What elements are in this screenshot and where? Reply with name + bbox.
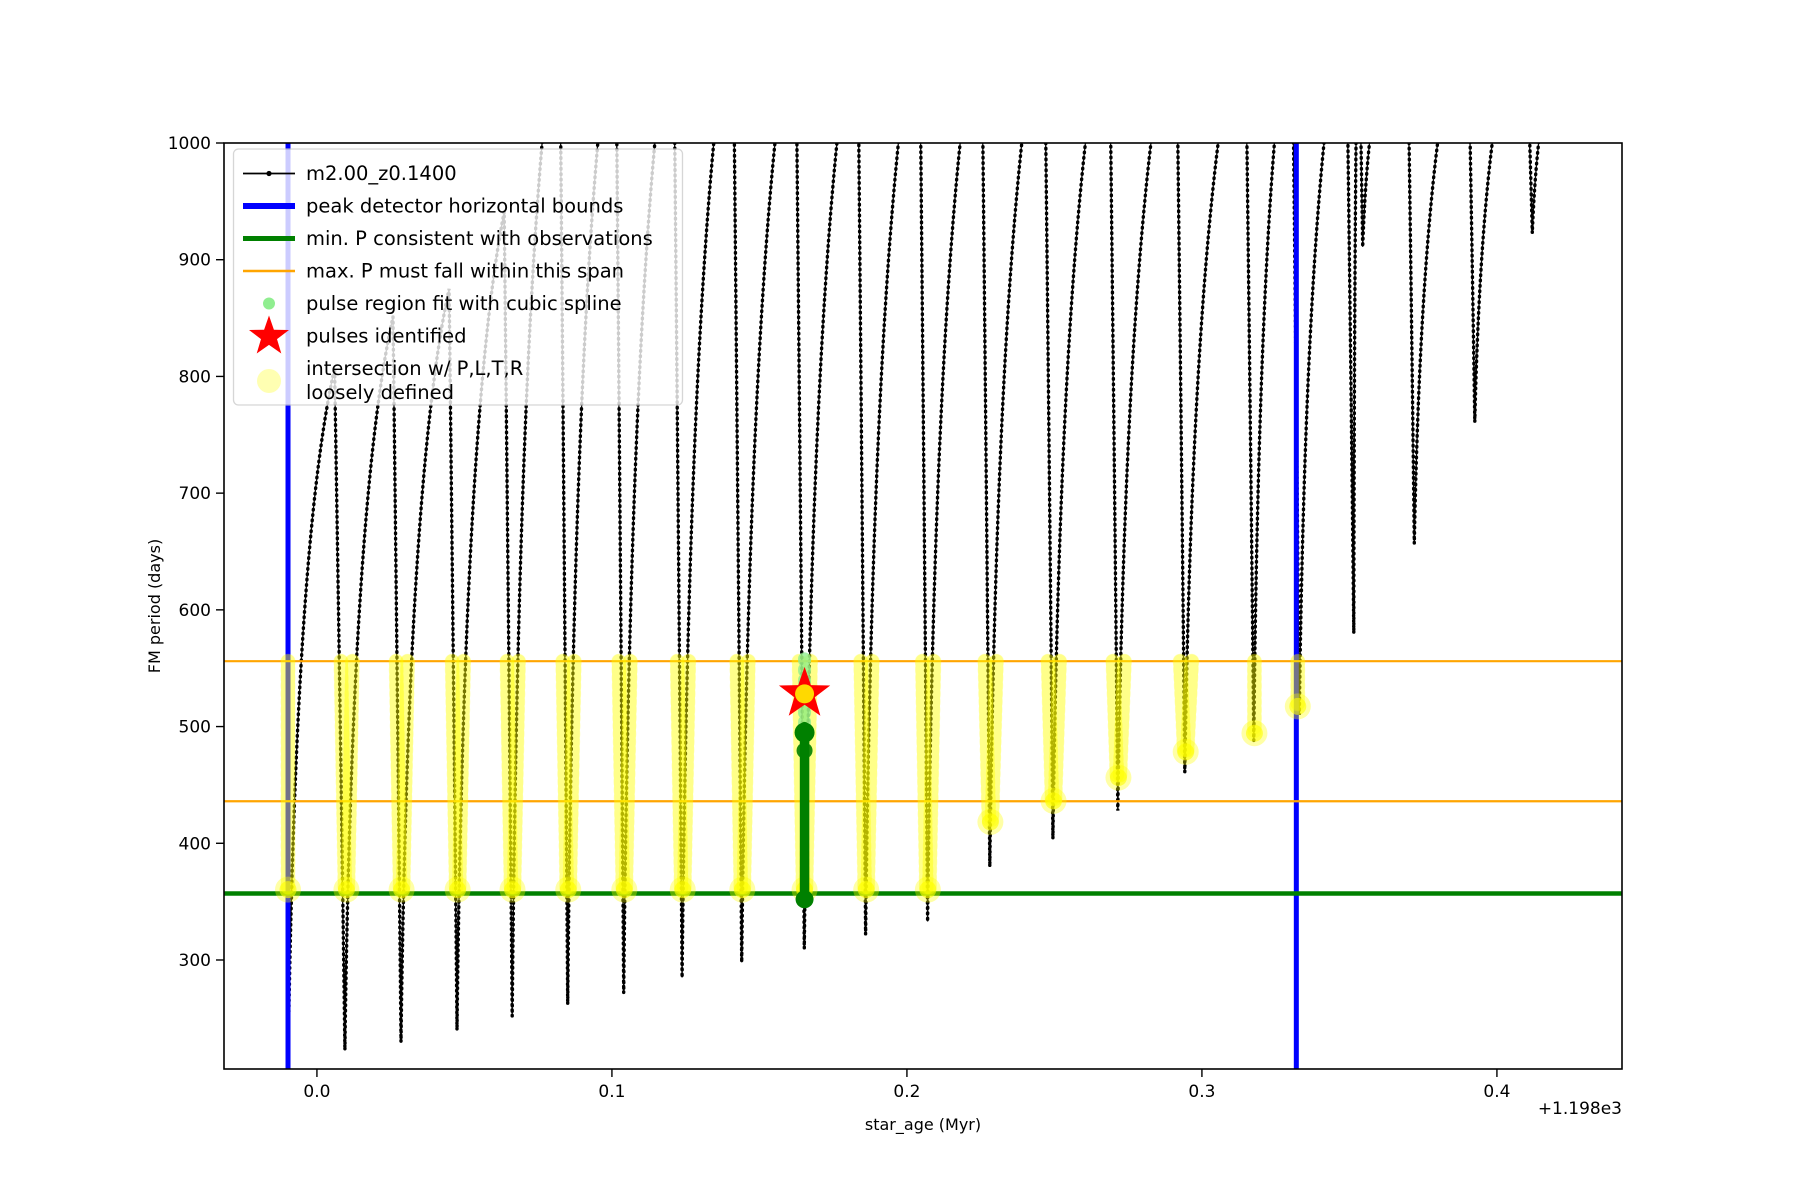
legend-handle-small-dot	[263, 298, 275, 310]
legend-big-dot	[257, 369, 281, 393]
y-tick-label: 1000	[167, 134, 211, 154]
chain-dots	[514, 661, 519, 887]
x-tick-label: 0.2	[893, 1082, 921, 1102]
chain-end-blob-core	[504, 881, 521, 898]
intersection-chain	[1105, 661, 1131, 790]
pulse-star-center-dot	[795, 684, 814, 703]
chain-end-blob-core	[982, 813, 999, 830]
x-axis-offset-text: +1.198e3	[1537, 1099, 1622, 1119]
chain-end-blob-core	[393, 881, 410, 898]
chain-end-blob-core	[280, 881, 297, 898]
y-tick-label: 300	[178, 950, 211, 971]
legend-label: intersection w/ P,L,T,R	[306, 357, 524, 380]
chain-dots	[744, 661, 749, 887]
chain-end-blob-core	[858, 881, 875, 898]
legend-label: m2.00_z0.1400	[306, 162, 457, 185]
y-axis-label: FM period (days)	[145, 538, 164, 674]
y-tick-label: 400	[178, 834, 211, 855]
spline-bar-top-knob	[795, 723, 815, 743]
legend-label: pulses identified	[306, 324, 467, 348]
x-tick-label: 0.1	[598, 1082, 626, 1102]
spline-bar-bottom-blob	[796, 890, 814, 908]
chain-end-blob-core	[674, 881, 691, 898]
y-tick-label: 500	[178, 717, 211, 738]
x-tick-label: 0.3	[1188, 1082, 1216, 1102]
x-tick-label: 0.0	[303, 1082, 331, 1102]
chain-end-blob-core	[560, 881, 577, 898]
chain-dots	[459, 661, 464, 887]
chain-end-blob-core	[338, 881, 355, 898]
chain-end-blob-core	[1246, 725, 1263, 742]
chain-end-blob-core	[449, 881, 466, 898]
chain-dots	[1120, 661, 1125, 775]
legend-label: pulse region fit with cubic spline	[306, 292, 622, 315]
intersection-chain	[1173, 661, 1199, 765]
legend-label-line2: loosely defined	[306, 381, 454, 404]
chain-end-blob-core	[1045, 792, 1062, 809]
chain-dots	[348, 661, 353, 887]
chain-end-blob-core	[616, 881, 633, 898]
intersection-chain	[1041, 661, 1067, 814]
chain-end-blob-core	[1177, 743, 1194, 760]
chain-dots	[868, 661, 873, 887]
y-tick-label: 900	[178, 250, 211, 271]
y-tick-label: 600	[178, 600, 211, 621]
chain-end-blob-core	[734, 881, 751, 898]
legend-label: peak detector horizontal bounds	[306, 194, 624, 218]
chain-dots	[403, 661, 408, 887]
legend	[234, 149, 683, 405]
legend-label: min. P consistent with observations	[306, 227, 653, 250]
chain-end-blob-core	[919, 881, 936, 898]
y-tick-label: 800	[178, 367, 211, 388]
chain-dots	[929, 661, 934, 887]
x-tick-label: 0.4	[1483, 1082, 1511, 1102]
chain-dots	[626, 661, 631, 887]
legend-small-dot	[263, 298, 275, 310]
chain-dots	[570, 661, 575, 887]
chain-end-blob-core	[1110, 769, 1127, 786]
chain-end-blob-core	[1289, 698, 1306, 715]
spline-bar-knob2	[797, 743, 813, 759]
y-tick-label: 700	[178, 484, 211, 505]
x-axis-label: star_age (Myr)	[864, 1115, 982, 1134]
chain-dots	[1055, 661, 1060, 799]
legend-line-dot	[266, 171, 271, 176]
chain-dots	[992, 661, 997, 820]
chain-dots	[684, 661, 689, 887]
legend-label: max. P must fall within this span	[306, 259, 625, 283]
legend-handle-big-dot	[257, 369, 281, 393]
chain-dots	[1187, 661, 1192, 750]
